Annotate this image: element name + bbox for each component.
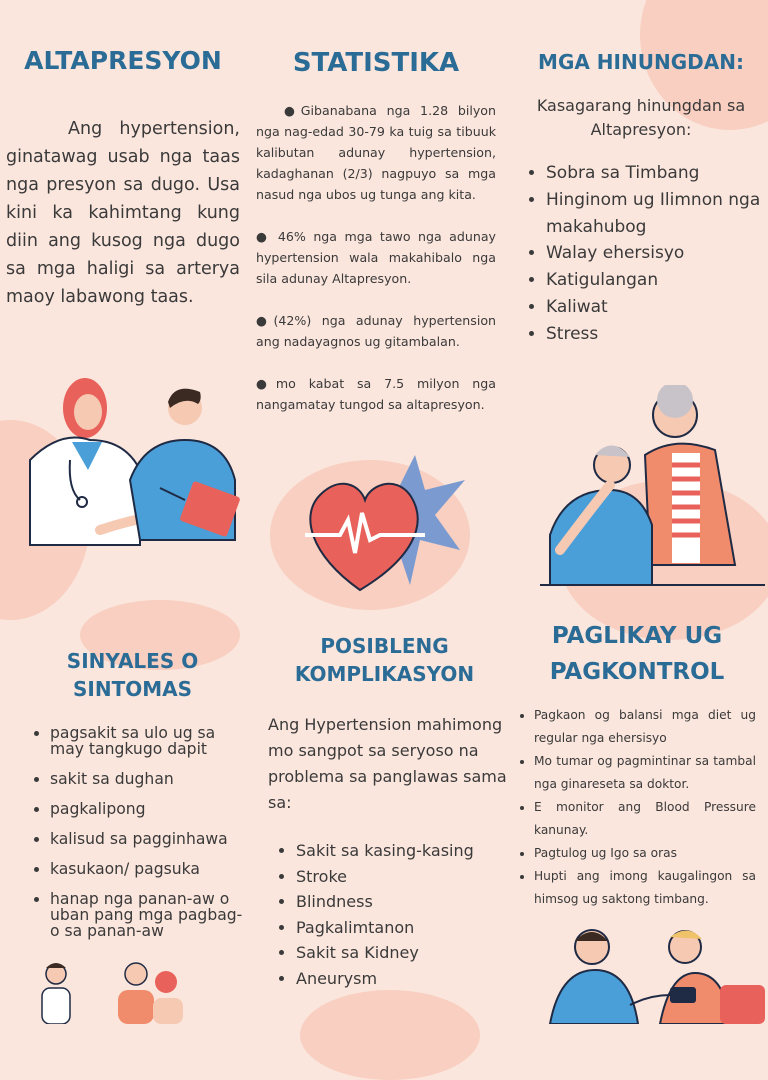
komplikasyon-item: • Pagkalimtanon — [296, 915, 507, 941]
statistika-title: STATISTIKA — [292, 48, 460, 78]
komplikasyon-item: • Aneurysm — [296, 966, 507, 992]
komplikasyon-intro: Ang Hypertension mahimong mo sangpot sa seryoso na problema sa panglawas sama sa: — [268, 715, 507, 812]
komplikasyon-title-line1: POSIBLENG — [320, 634, 449, 658]
sinyales-section — [20, 647, 245, 939]
paglikay-title-line1: PAGLIKAY UG — [551, 623, 723, 649]
hinungdan-item: • Kaliwat — [546, 294, 766, 321]
hinungdan-item: • Hinginom ug Ilimnon nga makahubog — [546, 187, 766, 241]
sinyales-title-line1: SINYALES O — [66, 649, 199, 673]
komplikasyon-item: • Sakit sa kasing-kasing — [296, 838, 507, 864]
sinyales-item: • sakit sa dughan — [50, 771, 245, 787]
hinungdan-item: • Stress — [546, 321, 766, 348]
komplikasyon-title-line2: KOMPLIKASYON — [294, 662, 475, 686]
statistika-section — [256, 48, 496, 415]
hinungdan-title: MGA HINUNGDAN: — [538, 50, 744, 74]
paglikay-item: • Pagkaon og balansi mga diet ug regular nga ehersisyo — [534, 704, 756, 750]
sinyales-item: • pagkalipong — [50, 801, 245, 817]
statistika-item-4: ●mo kabat sa 7.5 milyon nga nangamatay tungod sa altapresyon. — [256, 376, 496, 412]
komplikasyon-item: • Sakit sa Kidney — [296, 940, 507, 966]
hinungdan-item: • Walay ehersisyo — [546, 240, 766, 267]
komplikasyon-section — [262, 632, 507, 991]
statistika-item-1: ●Gibanabana nga 1.28 bilyon nga nag-edad 30-79 ka tuig sa tibuuk kalibutan adunay hypertension, kadaghanan (2/3) nagpuyo sa mga nasud nga ubos ug tunga ang kita. — [256, 103, 496, 202]
elderly-illustration — [540, 385, 765, 595]
altapresyon-body: Ang hypertension, ginatawag usab nga taas nga presyon sa dugo. Usa kini ka kahimtang kung diin ang kusog nga dugo sa mga haligi sa arterya maoy labawong taas. — [6, 119, 240, 307]
doctors-illustration — [10, 370, 250, 555]
komplikasyon-item: • Blindness — [296, 889, 507, 915]
sinyales-item: • kalisud sa pagginhawa — [50, 831, 245, 847]
hinungdan-intro: Kasagarang hinungdan sa Altapresyon: — [536, 96, 746, 139]
bg-blob — [300, 990, 480, 1080]
sinyales-item: • hanap nga panan-aw o uban pang mga pagbag-o sa panan-aw — [50, 891, 245, 939]
statistika-item-2: ● 46% nga mga tawo nga adunay hypertension wala makahibalo nga sila adunay Altapresyon. — [256, 229, 496, 286]
altapresyon-section — [6, 46, 240, 311]
people-illustration — [38, 960, 188, 1024]
heart-illustration — [300, 455, 475, 595]
blood-pressure-illustration — [520, 925, 765, 1024]
sinyales-item: • kasukaon/ pagsuka — [50, 861, 245, 877]
komplikasyon-item: • Stroke — [296, 864, 507, 890]
sinyales-title-line2: SINTOMAS — [72, 677, 192, 701]
hinungdan-section — [516, 50, 766, 348]
paglikay-item: • Mo tumar og pagmintinar sa tambal nga ginareseta sa doktor. — [534, 750, 756, 796]
paglikay-section — [518, 618, 756, 911]
paglikay-item: • Hupti ang imong kaugalingon sa himsog ug saktong timbang. — [534, 865, 756, 911]
altapresyon-title: ALTAPRESYON — [24, 46, 222, 75]
statistika-item-3: ●(42%) nga adunay hypertension ang nadayagnos ug gitambalan. — [256, 313, 496, 349]
paglikay-title-line2: PAGKONTROL — [549, 659, 725, 685]
sinyales-item: • pagsakit sa ulo ug sa may tangkugo dapit — [50, 725, 245, 757]
hinungdan-item: • Sobra sa Timbang — [546, 160, 766, 187]
paglikay-item: • Pagtulog ug Igo sa oras — [534, 842, 756, 865]
hinungdan-item: • Katigulangan — [546, 267, 766, 294]
paglikay-item: • E monitor ang Blood Pressure kanunay. — [534, 796, 756, 842]
